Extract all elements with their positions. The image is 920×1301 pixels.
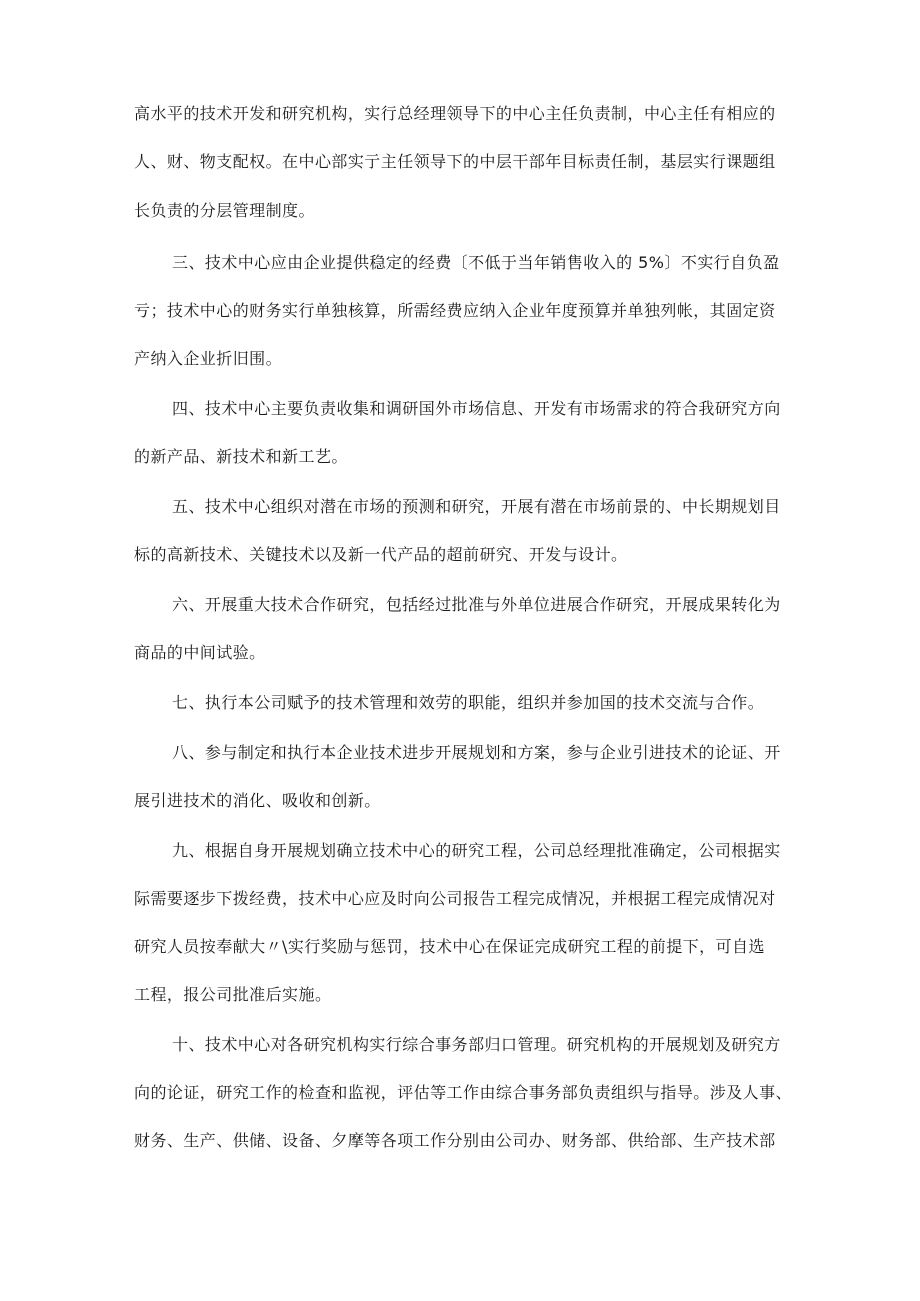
text-line: 三、技术中心应由企业提供稳定的经费〔不低于当年销售收入的 5%〕不实行自负盈 [172,253,780,272]
text-line: 际需要逐步下拨经费，技术中心应及时向公司报告工程完成情况，并根据工程完成情况对 [134,889,776,908]
text-line: 工程，报公司批准后实施。 [134,985,332,1004]
text-line: 八、参与制定和执行本企业技术进步开展规划和方案，参与企业引进技术的论证、开 [172,743,781,762]
text-line: 商品的中间试验。 [134,643,266,662]
text-line: 亏；技术中心的财务实行单独核算，所需经费应纳入企业年度预算并单独列帐，其固定资 [134,301,776,320]
text-line: 标的高新技术、关键技术以及新一代产品的超前研究、开发与设计。 [134,545,628,564]
text-line: 十、技术中心对各研究机构实行综合事务部归口管理。研究机构的开展规划及研究方 [172,1035,781,1054]
text-line: 四、技术中心主要负责收集和调研国外市场信息、开发有市场需求的符合我研究方向 [172,399,781,418]
text-line: 九、根据自身开展规划确立技术中心的研究工程，公司总经理批准确定，公司根据实 [172,841,781,860]
text-line: 五、技术中心组织对潜在市场的预测和研究，开展有潜在市场前景的、中长期规划目 [172,497,781,516]
text-line: 七、执行本公司赋予的技术管理和效劳的职能，组织并参加国的技术交流与合作。 [172,693,765,712]
text-line: 展引进技术的消化、吸收和创新。 [134,791,381,810]
text-line: 长负责的分层管理制度。 [134,201,315,220]
text-line: 财务、生产、供储、设备、夕摩等各项工作分别由公司办、财务部、供给部、生产技术部 [134,1131,776,1150]
text-line: 高水平的技术开发和研究机构，实行总经理领导下的中心主任负责制，中心主任有相应的 [134,104,776,123]
text-line: 向的论证，研究工作的检查和监视，评估等工作由综合事务部负责组织与指导。涉及人事、 [134,1083,793,1102]
text-line: 人、财、物支配权。在中心部实亍主任领导下的中层干部年目标责任制，基层实行课题组 [134,152,776,171]
text-line: 研究人员按奉献大〃\实行奖励与惩罚，技术中心在保证完成研究工程的前提下，可自选 [134,937,765,956]
text-line: 六、开展重大技术合作研究，包括经过批准与外单位进展合作研究，开展成果转化为 [172,595,781,614]
text-line: 的新产品、新技术和新工艺。 [134,447,348,466]
text-line: 产纳入企业折旧围。 [134,349,283,368]
